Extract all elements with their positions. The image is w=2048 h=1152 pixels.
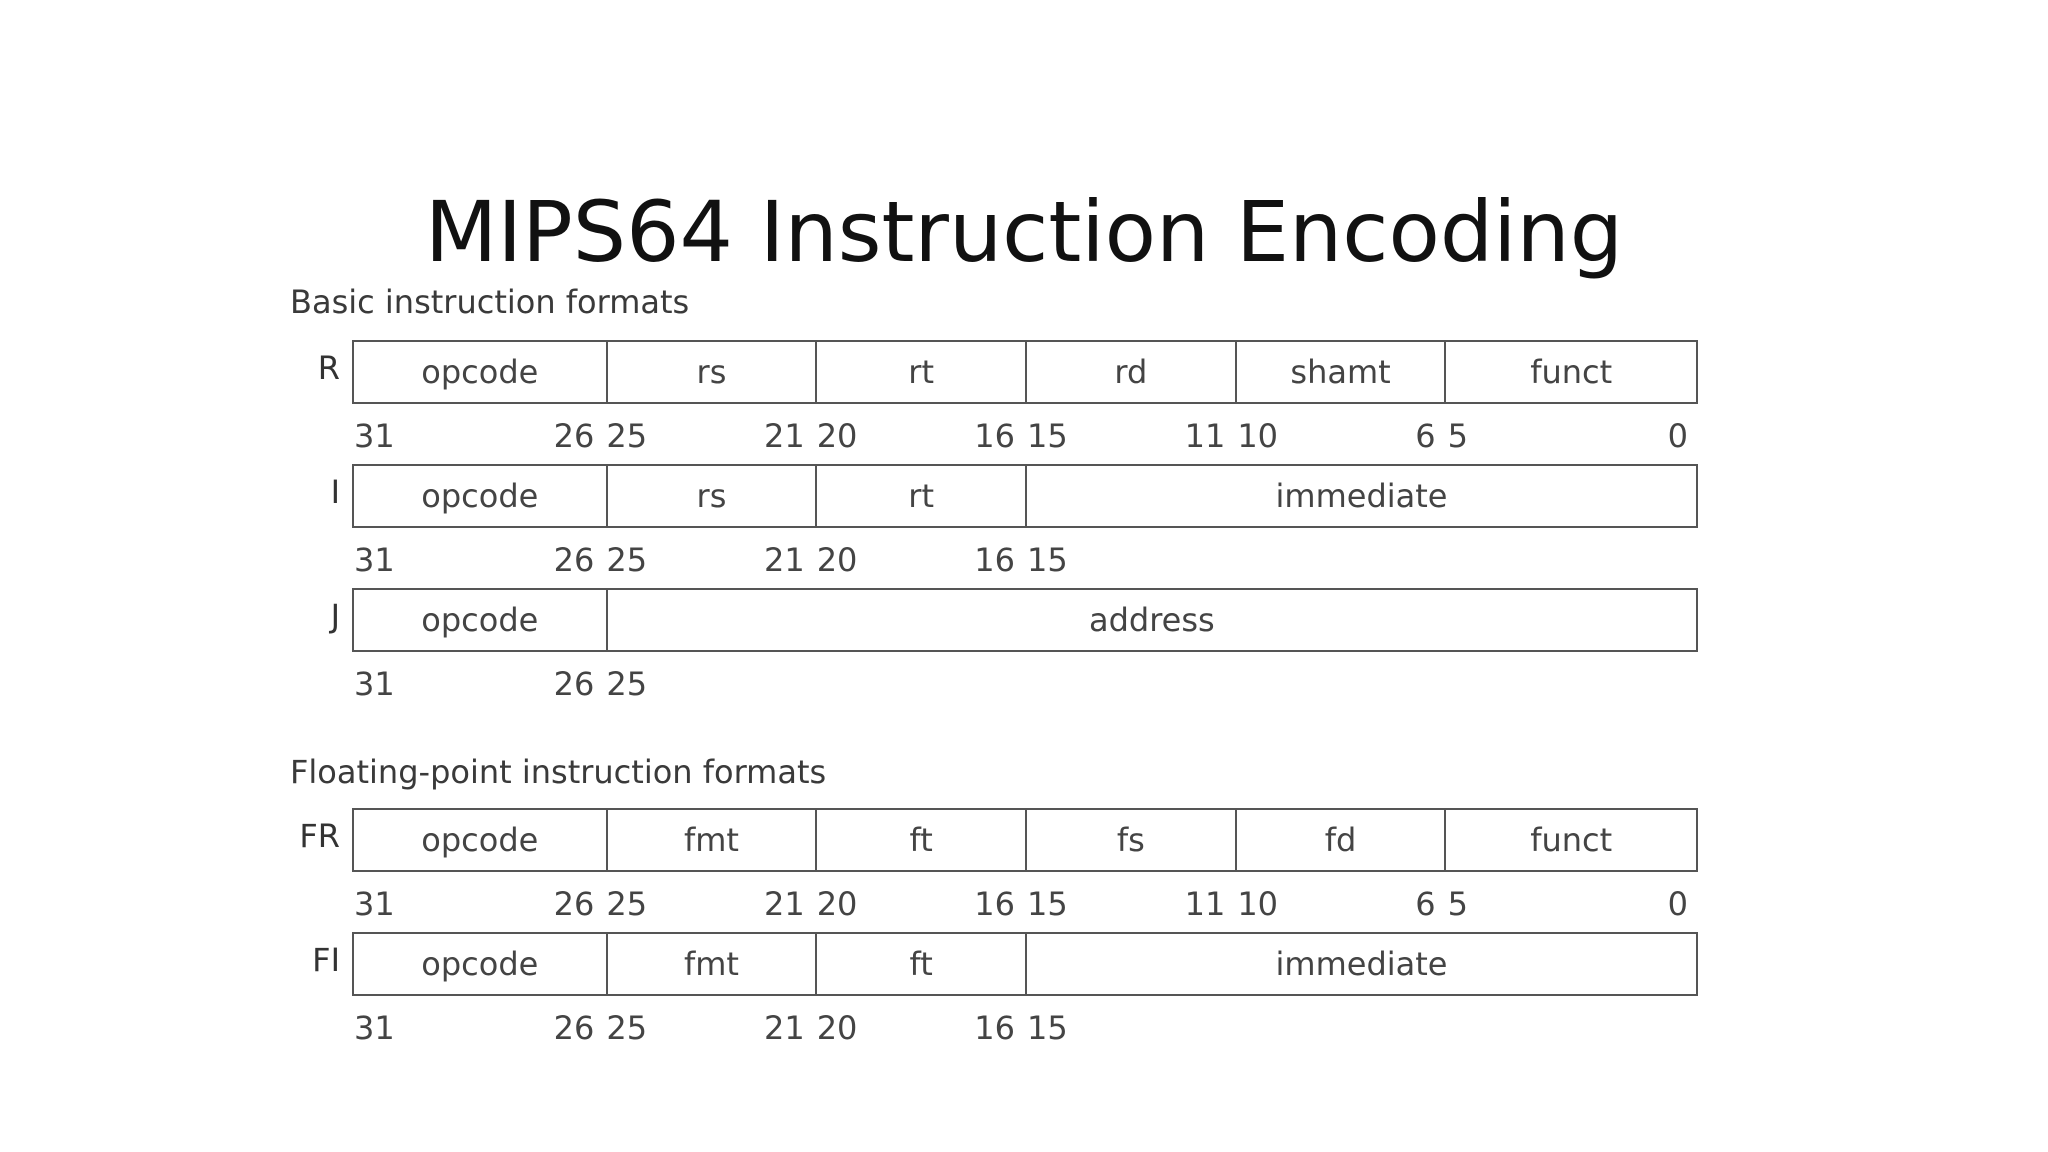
bit-label: 20: [816, 885, 858, 923]
field-rs: rs: [606, 466, 816, 526]
bit-label: 16: [974, 417, 1015, 455]
bit-label: 31: [354, 885, 395, 923]
field-fs: fs: [1025, 810, 1235, 870]
field-fmt: fmt: [606, 810, 816, 870]
bit-positions: [352, 884, 1698, 924]
field-fd: fd: [1235, 810, 1445, 870]
bit-label: 21: [763, 885, 805, 923]
bit-label: 25: [606, 665, 648, 703]
bit-label: 31: [354, 1009, 395, 1047]
bit-positions: [352, 664, 1698, 704]
bit-label: 6: [1415, 417, 1436, 455]
bit-label: 0: [1667, 417, 1688, 455]
bit-positions: [352, 1008, 1698, 1048]
bit-label: 20: [816, 417, 858, 455]
bit-label: 26: [553, 885, 595, 923]
field-bar: [352, 464, 1698, 528]
bit-label: 21: [763, 417, 805, 455]
format-i: [280, 464, 1704, 588]
bit-label: 10: [1237, 885, 1279, 923]
bit-label: 20: [816, 1009, 858, 1047]
bit-label: 21: [763, 1009, 805, 1047]
bit-label: 31: [354, 665, 395, 703]
bit-label: 20: [816, 541, 858, 579]
bit-label: 15: [1027, 541, 1068, 579]
slide-title: MIPS64 Instruction Encoding: [424, 183, 1624, 281]
field-rd: rd: [1025, 342, 1235, 402]
field-rt: rt: [815, 466, 1025, 526]
field-bar: [352, 588, 1698, 652]
field-bar: [352, 932, 1698, 996]
bit-label: 15: [1027, 885, 1068, 923]
field-immediate: immediate: [1025, 466, 1696, 526]
bit-label: 16: [974, 1009, 1015, 1047]
format-label: I: [330, 473, 340, 511]
bit-positions: [352, 416, 1698, 456]
field-fmt: fmt: [606, 934, 816, 994]
bit-label: 26: [553, 1009, 595, 1047]
bit-label: 26: [553, 665, 595, 703]
format-j: [280, 588, 1704, 712]
field-ft: ft: [815, 810, 1025, 870]
field-bar: [352, 340, 1698, 404]
field-funct: funct: [1444, 810, 1696, 870]
field-opcode: opcode: [421, 353, 539, 391]
bit-label: 26: [553, 417, 595, 455]
field-immediate: immediate: [1025, 934, 1696, 994]
bit-label: 15: [1027, 1009, 1068, 1047]
format-label: J: [330, 597, 340, 635]
bit-label: 16: [974, 885, 1015, 923]
field-funct: funct: [1444, 342, 1696, 402]
format-r: [280, 340, 1704, 464]
format-fi: [280, 932, 1704, 1056]
field-opcode: opcode: [421, 601, 539, 639]
format-label: R: [317, 349, 340, 387]
bit-label: 6: [1415, 885, 1436, 923]
format-fr: [280, 808, 1704, 932]
bit-label: 10: [1237, 417, 1279, 455]
field-shamt: shamt: [1235, 342, 1445, 402]
bit-label: 15: [1027, 417, 1068, 455]
bit-label: 25: [606, 885, 648, 923]
field-rs: rs: [606, 342, 816, 402]
bit-label: 26: [553, 541, 595, 579]
format-label: FR: [299, 817, 340, 855]
bit-label: 31: [354, 417, 395, 455]
bit-positions: [352, 540, 1698, 580]
field-opcode: opcode: [421, 477, 539, 515]
bit-label: 0: [1667, 885, 1688, 923]
section-heading-floating-point: Floating-point instruction formats: [290, 753, 827, 791]
field-opcode: opcode: [421, 945, 539, 983]
bit-label: 5: [1447, 417, 1468, 455]
field-rt: rt: [815, 342, 1025, 402]
field-opcode: opcode: [421, 821, 539, 859]
bit-label: 5: [1447, 885, 1468, 923]
field-ft: ft: [815, 934, 1025, 994]
field-bar: [352, 808, 1698, 872]
bit-label: 21: [763, 541, 805, 579]
field-address: address: [606, 590, 1696, 650]
bit-label: 25: [606, 1009, 648, 1047]
format-label: FI: [312, 941, 340, 979]
bit-label: 31: [354, 541, 395, 579]
bit-label: 25: [606, 541, 648, 579]
bit-label: 16: [974, 541, 1015, 579]
bit-label: 25: [606, 417, 648, 455]
bit-label: 11: [1184, 885, 1226, 923]
bit-label: 11: [1184, 417, 1226, 455]
section-heading-basic: Basic instruction formats: [290, 283, 690, 321]
